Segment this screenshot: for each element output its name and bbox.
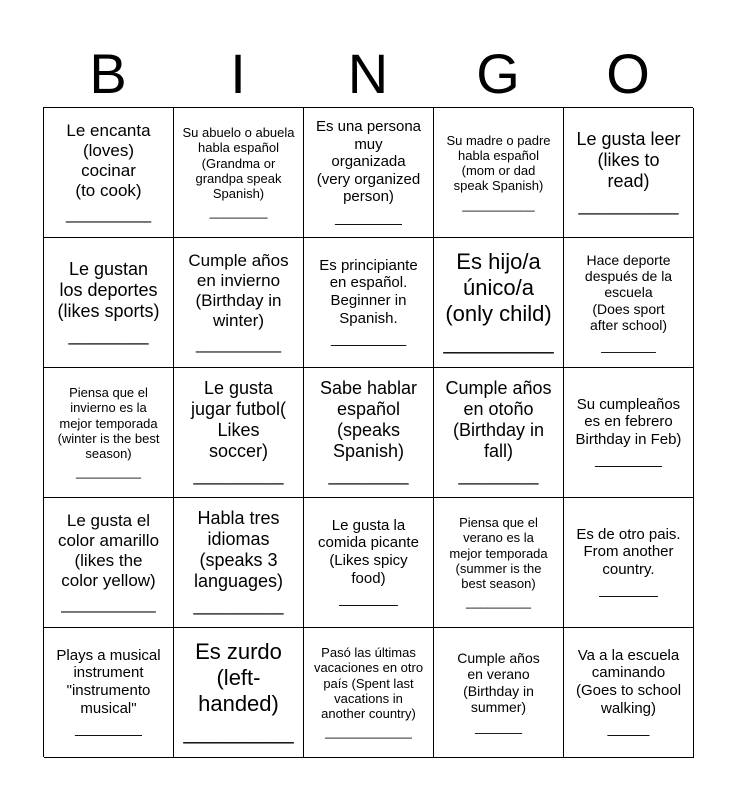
signature-line: ________ xyxy=(595,451,662,469)
signature-line: __________ xyxy=(578,194,679,215)
signature-line: _________ xyxy=(65,203,152,223)
signature-line: ________ xyxy=(335,208,402,226)
cell-prompt: Es zurdo (left- handed) xyxy=(195,639,282,716)
cell-prompt: Le gusta la comida picante (Likes spicy food) xyxy=(318,516,419,587)
cell-prompt: Es una persona muy organizada (very organized person) xyxy=(315,118,422,206)
cell-prompt: Le gusta el color amarillo (likes the color yellow) xyxy=(57,511,160,590)
cell-prompt: Su abuelo o abuela habla español (Grandma or grandpa speak Spanish) xyxy=(182,125,295,201)
signature-line: ________ xyxy=(75,720,142,738)
signature-line: _______ xyxy=(599,581,658,599)
bingo-cell[interactable] xyxy=(434,238,564,368)
signature-line: _________ xyxy=(75,464,142,480)
cell-prompt: Plays a musical instrument "instrumento musical" xyxy=(56,646,161,717)
cell-prompt: Hace deporte después de la escuela (Does sport after school) xyxy=(584,251,673,334)
cell-prompt: Su cumpleaños es en febrero Birthday in Feb) xyxy=(575,395,682,448)
bingo-cell[interactable] xyxy=(44,628,174,758)
bingo-cell[interactable] xyxy=(174,498,304,628)
bingo-header xyxy=(43,40,693,108)
cell-prompt: Pasó las últimas vacaciones en otro país (Spent last vacations in another country) xyxy=(313,645,424,721)
cell-prompt: Le gusta jugar futbol( Likes soccer) xyxy=(190,378,287,462)
bingo-cell[interactable] xyxy=(304,368,434,498)
header-letter-i: I xyxy=(230,42,246,105)
bingo-cell[interactable] xyxy=(304,238,434,368)
signature-line: _________ xyxy=(193,595,284,616)
header-letter-g: G xyxy=(476,42,520,105)
signature-line: _________ xyxy=(330,330,407,348)
cell-prompt: Cumple años en verano (Birthday in summer) xyxy=(457,649,540,715)
bingo-cell[interactable] xyxy=(304,108,434,238)
cell-prompt: Su madre o padre habla español (mom or dad speak Spanish) xyxy=(446,132,551,194)
header-letter-o: O xyxy=(606,42,650,105)
bingo-cell[interactable] xyxy=(44,108,174,238)
signature-line: _________ xyxy=(465,594,532,610)
cell-prompt: Piensa que el invierno es la mejor temporada (winter is the best season) xyxy=(57,385,160,461)
signature-line: _________ xyxy=(193,465,284,486)
bingo-cell[interactable] xyxy=(44,498,174,628)
bingo-cell[interactable] xyxy=(564,238,694,368)
bingo-cell[interactable] xyxy=(434,628,564,758)
cell-prompt: Le gustan los deportes (likes sports) xyxy=(57,258,160,321)
cell-prompt: Le gusta leer (likes to read) xyxy=(576,128,681,191)
header-letter-n: N xyxy=(347,42,389,105)
cell-prompt: Cumple años en otoño (Birthday in fall) xyxy=(445,378,552,462)
cell-prompt: Va a la escuela caminando (Goes to school walking) xyxy=(575,646,682,717)
signature-line: _________ xyxy=(195,333,282,353)
signature-line: __________ xyxy=(462,196,535,212)
bingo-cell[interactable] xyxy=(434,368,564,498)
bingo-cell[interactable] xyxy=(174,628,304,758)
cell-prompt: Habla tres idiomas (speaks 3 languages) xyxy=(193,508,284,592)
signature-line: ________ xyxy=(328,465,409,486)
bingo-cell[interactable] xyxy=(434,108,564,238)
signature-line: _________ xyxy=(183,719,294,745)
signature-line: ________ xyxy=(68,324,149,345)
bingo-cell[interactable] xyxy=(564,108,694,238)
cell-prompt: Es hijo/a único/a (only child) xyxy=(445,249,552,326)
cell-prompt: Sabe hablar español (speaks Spanish) xyxy=(319,378,418,462)
cell-prompt: Es principiante en español. Beginner in Spanish. xyxy=(319,256,418,327)
bingo-cell[interactable] xyxy=(174,238,304,368)
signature-line: ________ xyxy=(209,204,268,220)
signature-line: ____________ xyxy=(325,724,412,740)
bingo-cell[interactable] xyxy=(174,368,304,498)
bingo-cell[interactable] xyxy=(44,238,174,368)
signature-line: __________ xyxy=(61,593,156,613)
signature-line: ________ xyxy=(458,465,539,486)
bingo-grid xyxy=(43,107,693,757)
signature-line: ______ xyxy=(475,718,522,735)
bingo-cell[interactable] xyxy=(434,498,564,628)
signature-line: _______ xyxy=(601,336,656,353)
bingo-cell[interactable] xyxy=(44,368,174,498)
cell-prompt: Es de otro pais. From another country. xyxy=(576,525,681,578)
cell-prompt: Le encanta (loves) cocinar (to cook) xyxy=(66,121,151,200)
bingo-cell[interactable] xyxy=(564,628,694,758)
bingo-cell[interactable] xyxy=(564,498,694,628)
header-letter-b: B xyxy=(89,42,127,105)
bingo-cell[interactable] xyxy=(174,108,304,238)
signature-line: _______ xyxy=(339,590,398,608)
signature-line: _________ xyxy=(443,329,554,355)
bingo-cell[interactable] xyxy=(564,368,694,498)
cell-prompt: Piensa que el verano es la mejor temporada (summer is the best season) xyxy=(449,515,548,591)
bingo-cell[interactable] xyxy=(304,628,434,758)
cell-prompt: Cumple años en invierno (Birthday in winter) xyxy=(188,251,289,330)
bingo-cell[interactable] xyxy=(304,498,434,628)
signature-line: _____ xyxy=(607,720,650,738)
